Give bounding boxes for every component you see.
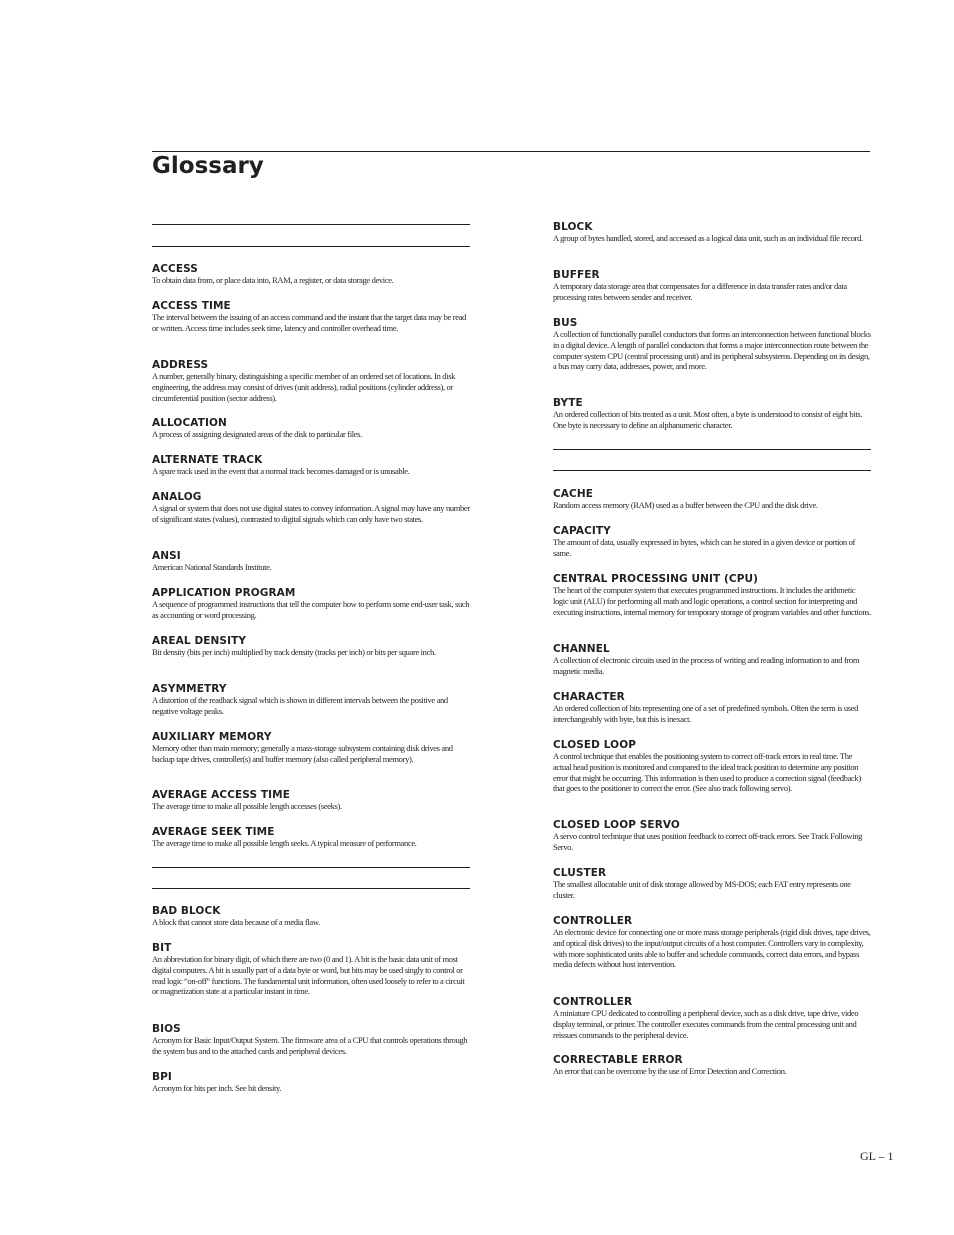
- glossary-entry: [152, 635, 470, 658]
- glossary-definition: Random access memory (RAM) used as a buffer between the CPU and the disk drive.: [553, 500, 818, 510]
- glossary-term: BUS: [553, 317, 578, 329]
- glossary-entry: [152, 789, 470, 812]
- glossary-definition: A miniature CPU dedicated to controlling a peripheral device, such as a disk drive, tape drive, video display terminal, or printer. The controller executes commands from the central processing unit and reissues commands to the peripheral device.: [553, 1008, 859, 1040]
- glossary-entry: [152, 491, 470, 525]
- glossary-entry: [553, 269, 871, 303]
- glossary-term: BYTE: [553, 397, 583, 409]
- glossary-definition: A spare track used in the event that a normal track becomes damaged or is unusable.: [152, 466, 410, 476]
- glossary-definition: A sequence of programmed instructions that tell the computer how to perform some end-user task, such as accounting or word processing.: [152, 599, 470, 620]
- glossary-definition: The amount of data, usually expressed in bytes, which can be stored in a given device or portion of same.: [553, 537, 855, 558]
- glossary-entry: [553, 397, 871, 431]
- glossary-definition: A signal or system that does not use digital states to convey information. A signal may have any number of significant states (values), contrasted to digital signals which can only have two states.: [152, 503, 470, 524]
- glossary-definition: The smallest allocatable unit of disk storage allowed by MS-DOS; each FAT entry represents one cluster.: [553, 879, 851, 900]
- glossary-term: ALLOCATION: [152, 417, 227, 429]
- glossary-term: CAPACITY: [553, 525, 611, 537]
- glossary-entry: [152, 826, 470, 849]
- glossary-term: CHARACTER: [553, 691, 625, 703]
- glossary-term: ACCESS TIME: [152, 300, 231, 312]
- section-rule: [553, 470, 871, 471]
- glossary-entry: [152, 300, 470, 334]
- glossary-entry: [553, 1054, 871, 1077]
- glossary-definition: A group of bytes handled, stored, and accessed as a logical data unit, such as an individual file record.: [553, 233, 863, 243]
- glossary-term: CLUSTER: [553, 867, 607, 879]
- glossary-definition: A number, generally binary, distinguishing a specific member of an ordered set of locations. In disk engineering, the address may consist of drives (unit address), radial positions (cylinder address), or circumferential position (sector address).: [152, 371, 456, 403]
- glossary-entry: [553, 221, 871, 244]
- glossary-term: ASYMMETRY: [152, 683, 227, 695]
- glossary-term: CONTROLLER: [553, 915, 633, 927]
- glossary-term: CORRECTABLE ERROR: [553, 1054, 683, 1066]
- glossary-term: BPI: [152, 1071, 172, 1083]
- glossary-definition: American National Standards Institute.: [152, 562, 272, 572]
- glossary-entry: [152, 1071, 470, 1094]
- glossary-term: CACHE: [553, 488, 593, 500]
- glossary-term: ADDRESS: [152, 359, 209, 371]
- section-rule: [152, 867, 470, 868]
- glossary-term: BIT: [152, 942, 172, 954]
- glossary-term: ACCESS: [152, 263, 198, 275]
- glossary-term: ALTERNATE TRACK: [152, 454, 263, 466]
- glossary-term: BLOCK: [553, 221, 593, 233]
- glossary-definition: A control technique that enables the positioning system to correct off-track errors in real time. The actual head position is monitored and compared to the ideal track position to determine any position error that might be occurring. This information is then used to produce a correction signal (feedback) that goes to the positioner to correct the error. (See also track following servo).: [553, 751, 861, 794]
- glossary-definition: A distortion of the readback signal which is shown in different intervals between the positive and negative voltage peaks.: [152, 695, 448, 716]
- glossary-term: CHANNEL: [553, 643, 610, 655]
- glossary-term: ANSI: [152, 550, 181, 562]
- glossary-entry: [553, 573, 871, 617]
- glossary-term: AVERAGE SEEK TIME: [152, 826, 275, 838]
- glossary-entry: [553, 915, 871, 970]
- glossary-definition: A collection of electronic circuits used in the process of writing and reading information to and from magnetic media.: [553, 655, 860, 676]
- page-title: Glossary: [152, 153, 264, 179]
- glossary-definition: Acronym for bits per inch. See bit density.: [152, 1083, 282, 1093]
- glossary-definition: The interval between the issuing of an access command and the instant that the target data may be read or written. Access time includes seek time, latency and controller overhead time.: [152, 312, 466, 333]
- glossary-entry: [553, 867, 871, 901]
- glossary-definition: The average time to make all possible length seeks. A typical measure of performance.: [152, 838, 417, 848]
- glossary-definition: An ordered collection of bits treated as a unit. Most often, a byte is understood to consist of eight bits. One byte is necessary to define an alphanumeric character.: [553, 409, 863, 430]
- glossary-definition: An electronic device for connecting one or more mass storage peripherals (rigid disk drives, tape drives, and optical disk drives) to the input/output circuits of a host computer. Controllers vary in complexity, with more sophisticated units able to buffer and schedule commands, correct data errors, and bypass media defects without host intervention.: [553, 927, 871, 970]
- title-rule: [152, 151, 870, 152]
- glossary-entry: [152, 683, 470, 717]
- glossary-definition: Acronym for Basic Input/Output System. The firmware area of a CPU that controls operations through the system bus and to the attached cards and peripheral devices.: [152, 1035, 468, 1056]
- glossary-entry: [152, 550, 470, 573]
- glossary-entry: [553, 819, 871, 853]
- glossary-entry: [553, 525, 871, 559]
- glossary-entry: [152, 905, 470, 928]
- glossary-term: AVERAGE ACCESS TIME: [152, 789, 290, 801]
- glossary-entry: [553, 691, 871, 725]
- glossary-term: ANALOG: [152, 491, 202, 503]
- glossary-definition: Bit density (bits per inch) multiplied by track density (tracks per inch) or bits per square inch.: [152, 647, 436, 657]
- glossary-term: BAD BLOCK: [152, 905, 221, 917]
- glossary-entry: [553, 643, 871, 677]
- glossary-entry: [553, 996, 871, 1040]
- glossary-definition: A servo control technique that uses position feedback to correct off-track errors. See Track Following Servo.: [553, 831, 863, 852]
- section-rule: [152, 246, 470, 247]
- glossary-definition: A collection of functionally parallel conductors that forms an interconnection between functional blocks in a digital device. A length of parallel conductors that forms a major interconnection route between the computer system CPU (central processing unit) and its peripheral subsystems. Depending on its design, a bus may carry data, addresses, power, and more.: [553, 329, 871, 372]
- glossary-term: CENTRAL PROCESSING UNIT (CPU): [553, 573, 759, 585]
- glossary-definition: Memory other than main memory; generally a mass-storage subsystem containing disk drives and backup tape drives, controller(s) and buffer memory (also called peripheral memory).: [152, 743, 453, 764]
- glossary-definition: An error that can be overcome by the use of Error Detection and Correction.: [553, 1066, 787, 1076]
- glossary-definition: A process of assigning designated areas of the disk to particular files.: [152, 429, 362, 439]
- glossary-term: APPLICATION PROGRAM: [152, 587, 296, 599]
- glossary-entry: [152, 942, 470, 997]
- glossary-entry: [152, 731, 470, 765]
- glossary-entry: [553, 488, 871, 511]
- glossary-term: CLOSED LOOP: [553, 739, 637, 751]
- glossary-term: AUXILIARY MEMORY: [152, 731, 272, 743]
- section-rule: [152, 888, 470, 889]
- glossary-entry: [152, 263, 470, 286]
- glossary-definition: An abbreviation for binary digit, of which there are two (0 and 1). A bit is the basic data unit of most digital computers. A bit is usually part of a data byte or word, but bits may be used singly to control or read logic “on-off” functions. The fundamental unit information, often used loosely to refer to a circuit or magnetization state at a particular instant in time.: [152, 954, 465, 997]
- glossary-definition: The heart of the computer system that executes programmed instructions. It includes the arithmetic logic unit (ALU) for performing all math and logic operations, a control section for interpreting and executing instructions, internal memory for temporary storage of program variables and other functions.: [553, 585, 872, 617]
- glossary-entry: [152, 587, 470, 621]
- glossary-entry: [152, 454, 470, 477]
- glossary-entry: [152, 417, 470, 440]
- glossary-term: CLOSED LOOP SERVO: [553, 819, 680, 831]
- glossary-definition: The average time to make all possible length accesses (seeks).: [152, 801, 342, 811]
- glossary-definition: A temporary data storage area that compensates for a difference in data transfer rates and/or data processing rates between sender and receiver.: [553, 281, 847, 302]
- glossary-term: BIOS: [152, 1023, 181, 1035]
- section-rule: [553, 449, 871, 450]
- glossary-term: BUFFER: [553, 269, 600, 281]
- page-number: GL – 1: [860, 1149, 894, 1163]
- glossary-definition: To obtain data from, or place data into, RAM, a register, or data storage device.: [152, 275, 394, 285]
- glossary-entry: [152, 1023, 470, 1057]
- glossary-entry: [152, 359, 470, 403]
- glossary-definition: An ordered collection of bits representing one of a set of predefined symbols. Often the term is used interchangeably with byte, but this is inexact.: [553, 703, 859, 724]
- section-rule: [152, 224, 470, 225]
- glossary-entry: [553, 317, 871, 372]
- glossary-term: CONTROLLER: [553, 996, 633, 1008]
- glossary-term: AREAL DENSITY: [152, 635, 247, 647]
- glossary-entry: [553, 739, 871, 794]
- glossary-definition: A block that cannot store data because of a media flaw.: [152, 917, 320, 927]
